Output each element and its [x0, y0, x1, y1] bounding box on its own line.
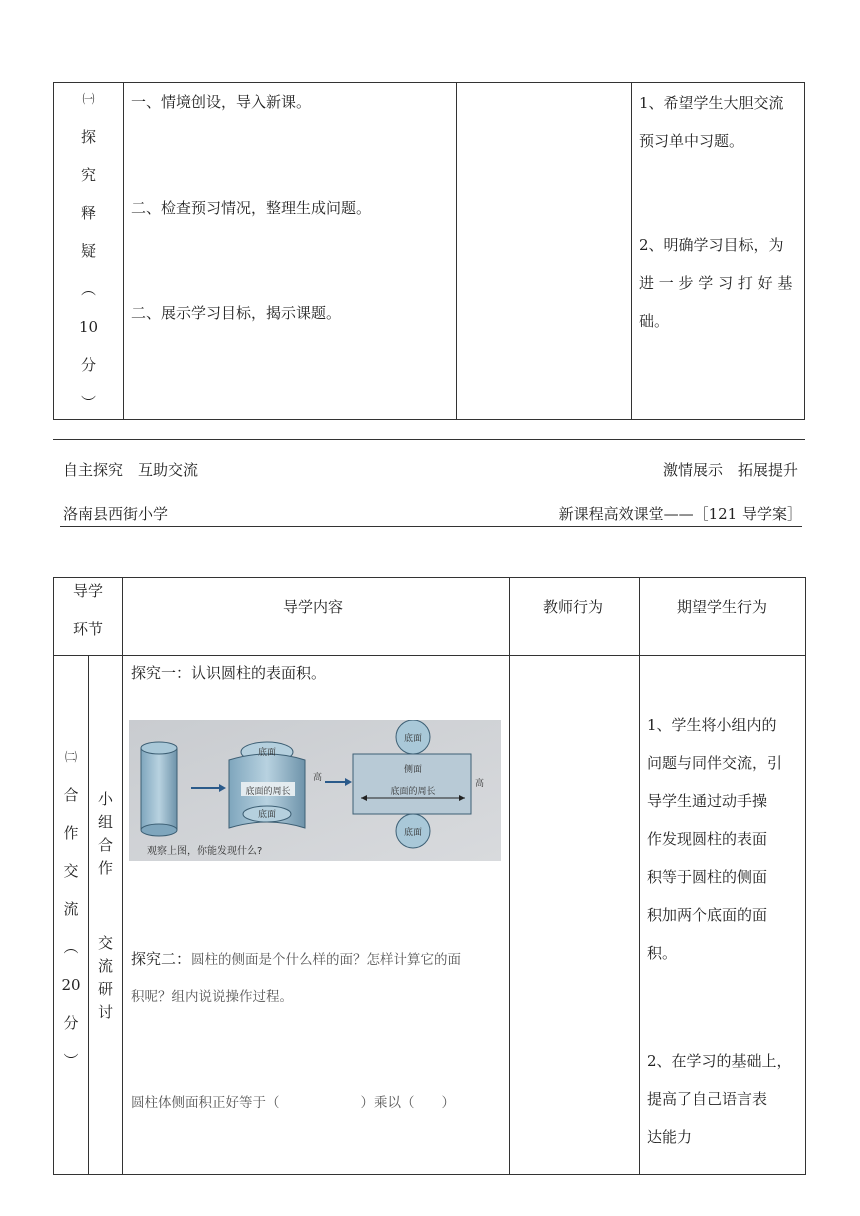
- label-bottom-top: 底面: [257, 748, 277, 758]
- course-title: 新课程高效课堂——［121 导学案］: [558, 505, 802, 523]
- step-1: 一、情境创设，导入新课。: [131, 93, 312, 111]
- label-net-bottom: 底面: [403, 828, 423, 838]
- figure-caption: 观察上图，你能发现什么?: [147, 846, 263, 857]
- footer-rule: [53, 439, 805, 440]
- step-2: 二、检查预习情况，整理生成问题。: [131, 199, 372, 217]
- header-rule: [60, 526, 802, 527]
- section-label: ㈠ 探 究 释 疑 ︵ 10 分 ︶: [78, 92, 99, 412]
- school-name: 洛南县西街小学: [63, 505, 169, 523]
- expect-4: 2、在学习的基础上， 提高了自己语言表 达能力: [647, 1052, 792, 1146]
- label-high: 高: [313, 773, 323, 783]
- explore-2: 探究二：圆柱的侧面是个什么样的面？怎样计算它的面: [131, 950, 462, 968]
- label-circumference: 底面的周长: [245, 787, 291, 797]
- label-high-right: 高: [475, 779, 485, 789]
- subsection-2: 交 流 研 讨: [97, 934, 113, 1021]
- footer-left: 自主探究 互助交流: [63, 461, 199, 479]
- header-section: 导学 环节: [72, 582, 103, 638]
- expect-2: 2、明确学习目标，为 进 一 步 学 习 打 好 基 础。: [639, 236, 793, 330]
- section-label-2: ㈡ 合 作 交 流 ︵ 20 分 ︶: [61, 750, 81, 1070]
- subsection-1: 小 组 合 作: [97, 790, 113, 877]
- header-expect: 期望学生行为: [677, 598, 768, 616]
- explore-2-cont: 积呢？组内说说操作过程。: [131, 989, 293, 1005]
- header-content: 导学内容: [283, 598, 344, 616]
- cylinder-figure: [129, 720, 501, 861]
- explore-1: 探究一：认识圆柱的表面积。: [131, 664, 327, 682]
- label-side: 侧面: [403, 765, 423, 775]
- expect-3: 1、学生将小组内的 问题与同伴交流，引 导学生通过动手操 作发现圆柱的表面 积等于圆柱的侧面 积加两个底面的面 积。: [647, 716, 783, 962]
- step-3: 二、展示学习目标，揭示课题。: [131, 304, 342, 322]
- expect-1: 1、希望学生大胆交流 预习单中习题。: [639, 94, 784, 150]
- fill-blank: 圆柱体侧面积正好等于（ ）乘以（ ）: [131, 1095, 455, 1111]
- header-teacher: 教师行为: [543, 598, 604, 616]
- label-rect-circ: 底面的周长: [390, 787, 436, 797]
- label-bottom-small: 底面: [257, 810, 277, 820]
- label-net-top: 底面: [403, 734, 423, 744]
- footer-right: 激情展示 拓展提升: [662, 461, 798, 479]
